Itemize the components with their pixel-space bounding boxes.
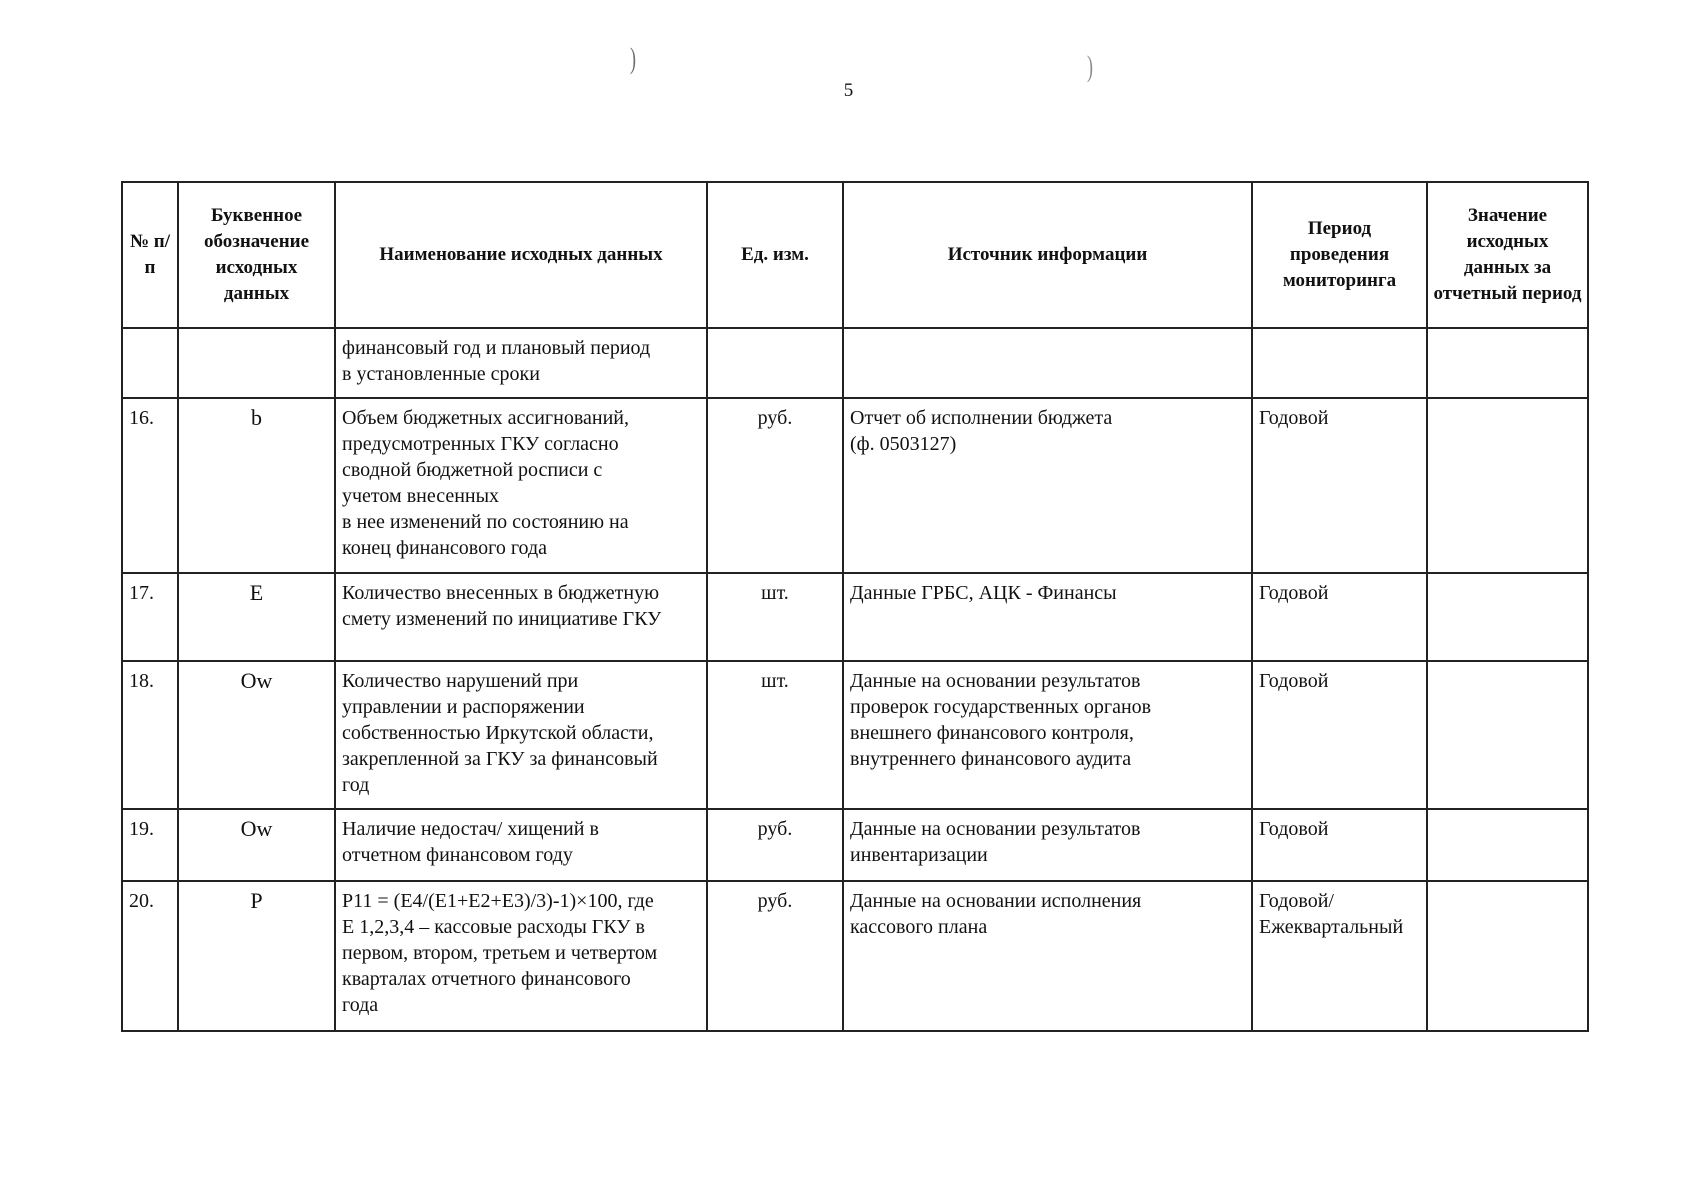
- table-body: [122, 328, 1588, 1031]
- cell-name-line: кварталах отчетного финансового: [342, 968, 631, 990]
- cell-name-line: Объем бюджетных ассигнований,: [342, 407, 629, 429]
- cell-period-line: Годовой: [1259, 670, 1329, 692]
- cell-source: [843, 809, 1252, 881]
- cell-period: [1252, 809, 1427, 881]
- table-row: [122, 661, 1588, 809]
- cell-period-line: Годовой: [1259, 818, 1329, 840]
- table-row: [122, 881, 1588, 1031]
- cell-source-line: внешнего финансового контроля,: [850, 722, 1134, 744]
- cell-num: 20.: [122, 881, 178, 1031]
- cell-num: 18.: [122, 661, 178, 809]
- cell-name-line: Количество нарушений при: [342, 670, 579, 692]
- cell-name-line: сводной бюджетной росписи с: [342, 459, 603, 481]
- cell-period: [1252, 881, 1427, 1031]
- cell-name-line: собственностью Иркутской области,: [342, 722, 654, 744]
- cell-name: [335, 398, 707, 573]
- cell-unit: руб.: [707, 881, 843, 1031]
- cell-source-line: внутреннего финансового аудита: [850, 748, 1132, 770]
- cell-symbol: E: [178, 573, 335, 661]
- cell-num: 19.: [122, 809, 178, 881]
- cell-unit: шт.: [707, 573, 843, 661]
- cell-source: [843, 661, 1252, 809]
- cell-name-line: учетом внесенных: [342, 485, 500, 507]
- cell-source-line: (ф. 0503127): [850, 433, 957, 455]
- cell-source-line: проверок государственных органов: [850, 696, 1152, 718]
- cell-name: [335, 573, 707, 661]
- table-row: [122, 573, 1588, 661]
- header-period: Период проведения мониторинга: [1252, 182, 1427, 328]
- cell-name: [335, 809, 707, 881]
- header-symbol: Буквенное обозначение исходных данных: [178, 182, 335, 328]
- cell-name-line: конец финансового года: [342, 537, 547, 559]
- cell-name: [335, 661, 707, 809]
- cell-name-line: финансовый год и плановый период: [342, 337, 651, 359]
- cell-name-line: года: [342, 994, 379, 1016]
- cell-period-line: Ежеквартальный: [1259, 916, 1404, 938]
- cell-source-line: Отчет об исполнении бюджета: [850, 407, 1113, 429]
- cell-unit: [707, 328, 843, 398]
- cell-name: [335, 881, 707, 1031]
- header-source: Источник информации: [843, 182, 1252, 328]
- table-row: [122, 398, 1588, 573]
- cell-period: [1252, 328, 1427, 398]
- cell-name-line: смету изменений по инициативе ГКУ: [342, 608, 662, 630]
- cell-period-line: Годовой: [1259, 582, 1329, 604]
- cell-name-line: первом, втором, третьем и четвертом: [342, 942, 658, 964]
- table-row: [122, 809, 1588, 881]
- cell-symbol: Ow: [178, 661, 335, 809]
- cell-symbol: P: [178, 881, 335, 1031]
- monitoring-data-table: [121, 181, 1589, 1032]
- cell-source-line: кассового плана: [850, 916, 988, 938]
- cell-source-line: инвентаризации: [850, 844, 988, 866]
- cell-num: [122, 328, 178, 398]
- scan-mark-right: ): [1087, 50, 1093, 83]
- cell-period: [1252, 398, 1427, 573]
- cell-value: [1427, 328, 1588, 398]
- cell-name-line: год: [342, 774, 370, 796]
- cell-value: [1427, 809, 1588, 881]
- header-num: № п/п: [122, 182, 178, 328]
- table-row: [122, 328, 1588, 398]
- cell-period: [1252, 661, 1427, 809]
- cell-source: [843, 881, 1252, 1031]
- cell-name-line: предусмотренных ГКУ согласно: [342, 433, 619, 455]
- cell-source-line: Данные на основании результатов: [850, 670, 1141, 692]
- cell-name-line: Количество внесенных в бюджетную: [342, 582, 660, 604]
- cell-source-line: Данные ГРБС, АЦК - Финансы: [850, 582, 1117, 604]
- cell-value: [1427, 398, 1588, 573]
- cell-unit: руб.: [707, 809, 843, 881]
- cell-name-line: в нее изменений по состоянию на: [342, 511, 629, 533]
- cell-symbol: b: [178, 398, 335, 573]
- cell-source-line: Данные на основании исполнения: [850, 890, 1142, 912]
- cell-period-line: Годовой: [1259, 407, 1329, 429]
- cell-unit: шт.: [707, 661, 843, 809]
- header-value: Значение исходных данных за отчетный период: [1427, 182, 1588, 328]
- header-unit: Ед. изм.: [707, 182, 843, 328]
- cell-source: [843, 398, 1252, 573]
- table-header-row: [122, 182, 1588, 328]
- cell-period-line: Годовой/: [1259, 890, 1334, 912]
- cell-name-line: отчетном финансовом году: [342, 844, 573, 866]
- cell-name-line: Наличие недостач/ хищений в: [342, 818, 599, 840]
- cell-name: [335, 328, 707, 398]
- cell-source: [843, 573, 1252, 661]
- cell-symbol: [178, 328, 335, 398]
- cell-num: 16.: [122, 398, 178, 573]
- header-name: Наименование исходных данных: [335, 182, 707, 328]
- cell-name-line: закрепленной за ГКУ за финансовый: [342, 748, 658, 770]
- cell-value: [1427, 573, 1588, 661]
- scan-mark-left: ): [630, 42, 636, 75]
- cell-period: [1252, 573, 1427, 661]
- page-number: 5: [843, 80, 854, 101]
- cell-name-line: управлении и распоряжении: [342, 696, 585, 718]
- cell-name-line: E 1,2,3,4 – кассовые расходы ГКУ в: [342, 916, 645, 938]
- cell-value: [1427, 661, 1588, 809]
- cell-value: [1427, 881, 1588, 1031]
- cell-num: 17.: [122, 573, 178, 661]
- cell-source-line: Данные на основании результатов: [850, 818, 1141, 840]
- cell-name-line: P11 = (E4/(E1+E2+E3)/3)-1)×100, где: [342, 890, 654, 912]
- cell-unit: руб.: [707, 398, 843, 573]
- cell-source: [843, 328, 1252, 398]
- cell-symbol: Ow: [178, 809, 335, 881]
- cell-name-line: в установленные сроки: [342, 363, 540, 385]
